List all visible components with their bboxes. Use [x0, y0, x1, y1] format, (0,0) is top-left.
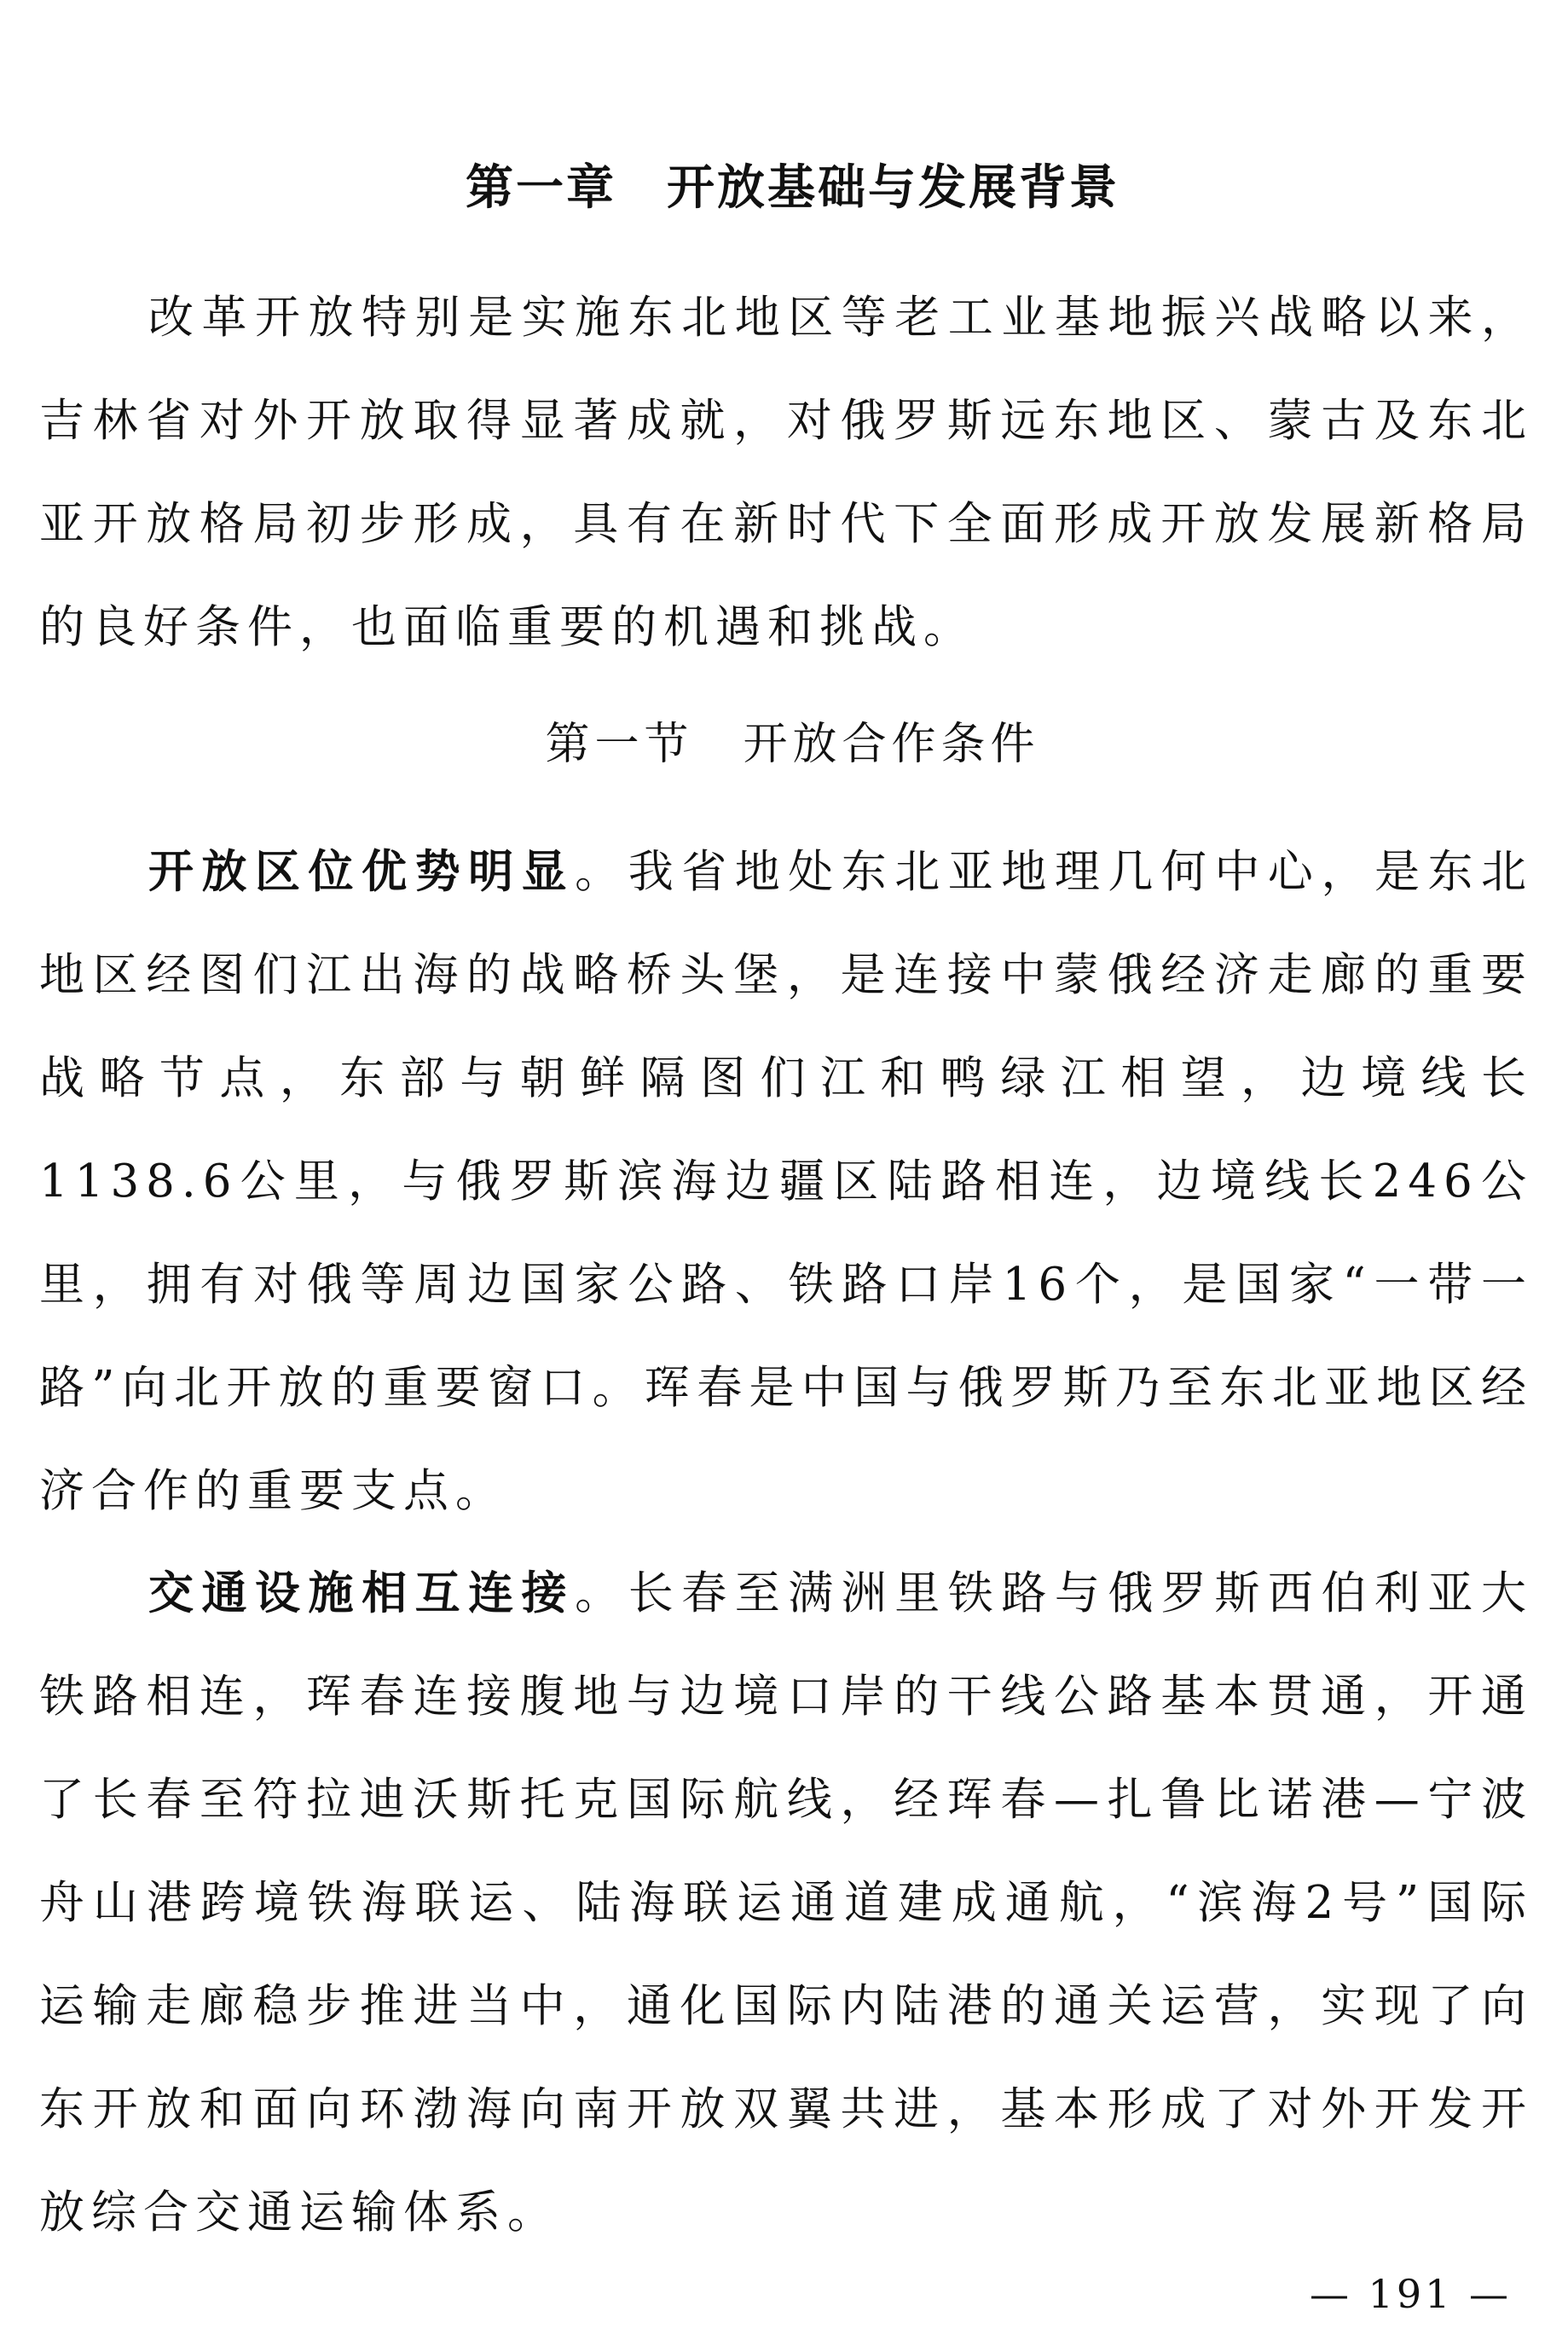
paragraph-lead: 交通设施相互连接	[148, 1567, 576, 1619]
chapter-title: 第一章 开放基础与发展背景	[466, 160, 1120, 216]
intro-paragraph: 改革开放特别是实施东北地区等老工业基地振兴战略以来，吉林省对外开放取得显著成就，对俄罗斯远东地区、蒙古及东北亚开放格局初步形成，具有在新时代下全面形成开放发展新格局的良好条件，也面临重要的机遇和挑战。	[39, 292, 1533, 653]
paragraph-body: 。我省地处东北亚地理几何中心，是东北地区经图们江出海的战略桥头堡，是连接中蒙俄经济走廊的重要战略节点，东部与朝鲜隔图们江和鸭绿江相望，边境线长1138.6公里，与俄罗斯滨海边疆区陆路相连，边境线长246公里，拥有对俄等周边国家公路、铁路口岸16个，是国家“一带一路”向北开放的重要窗口。珲春是中国与俄罗斯乃至东北亚地区经济合作的重要支点。	[39, 846, 1534, 1517]
paragraph-body: 。长春至满洲里铁路与俄罗斯西伯利亚大铁路相连，珲春连接腹地与边境口岸的干线公路基本贯通，开通了长春至符拉迪沃斯托克国际航线，经珲春—扎鲁比诺港—宁波舟山港跨境铁海联运、陆海联运通道建成通航，“滨海2号”国际运输走廊稳步推进当中，通化国际内陆港的通关运营，实现了向东开放和面向环渤海向南开放双翼共进，基本形成了对外开发开放综合交通运输体系。	[39, 1567, 1534, 2239]
paragraph-transport-links	[39, 1542, 1533, 2264]
paragraph-lead: 开放区位优势明显	[148, 846, 576, 898]
section-title: 第一节 开放合作条件	[545, 719, 1040, 770]
page-number: — 191 —	[1309, 2271, 1512, 2317]
paragraph-location-advantage	[39, 820, 1533, 1543]
